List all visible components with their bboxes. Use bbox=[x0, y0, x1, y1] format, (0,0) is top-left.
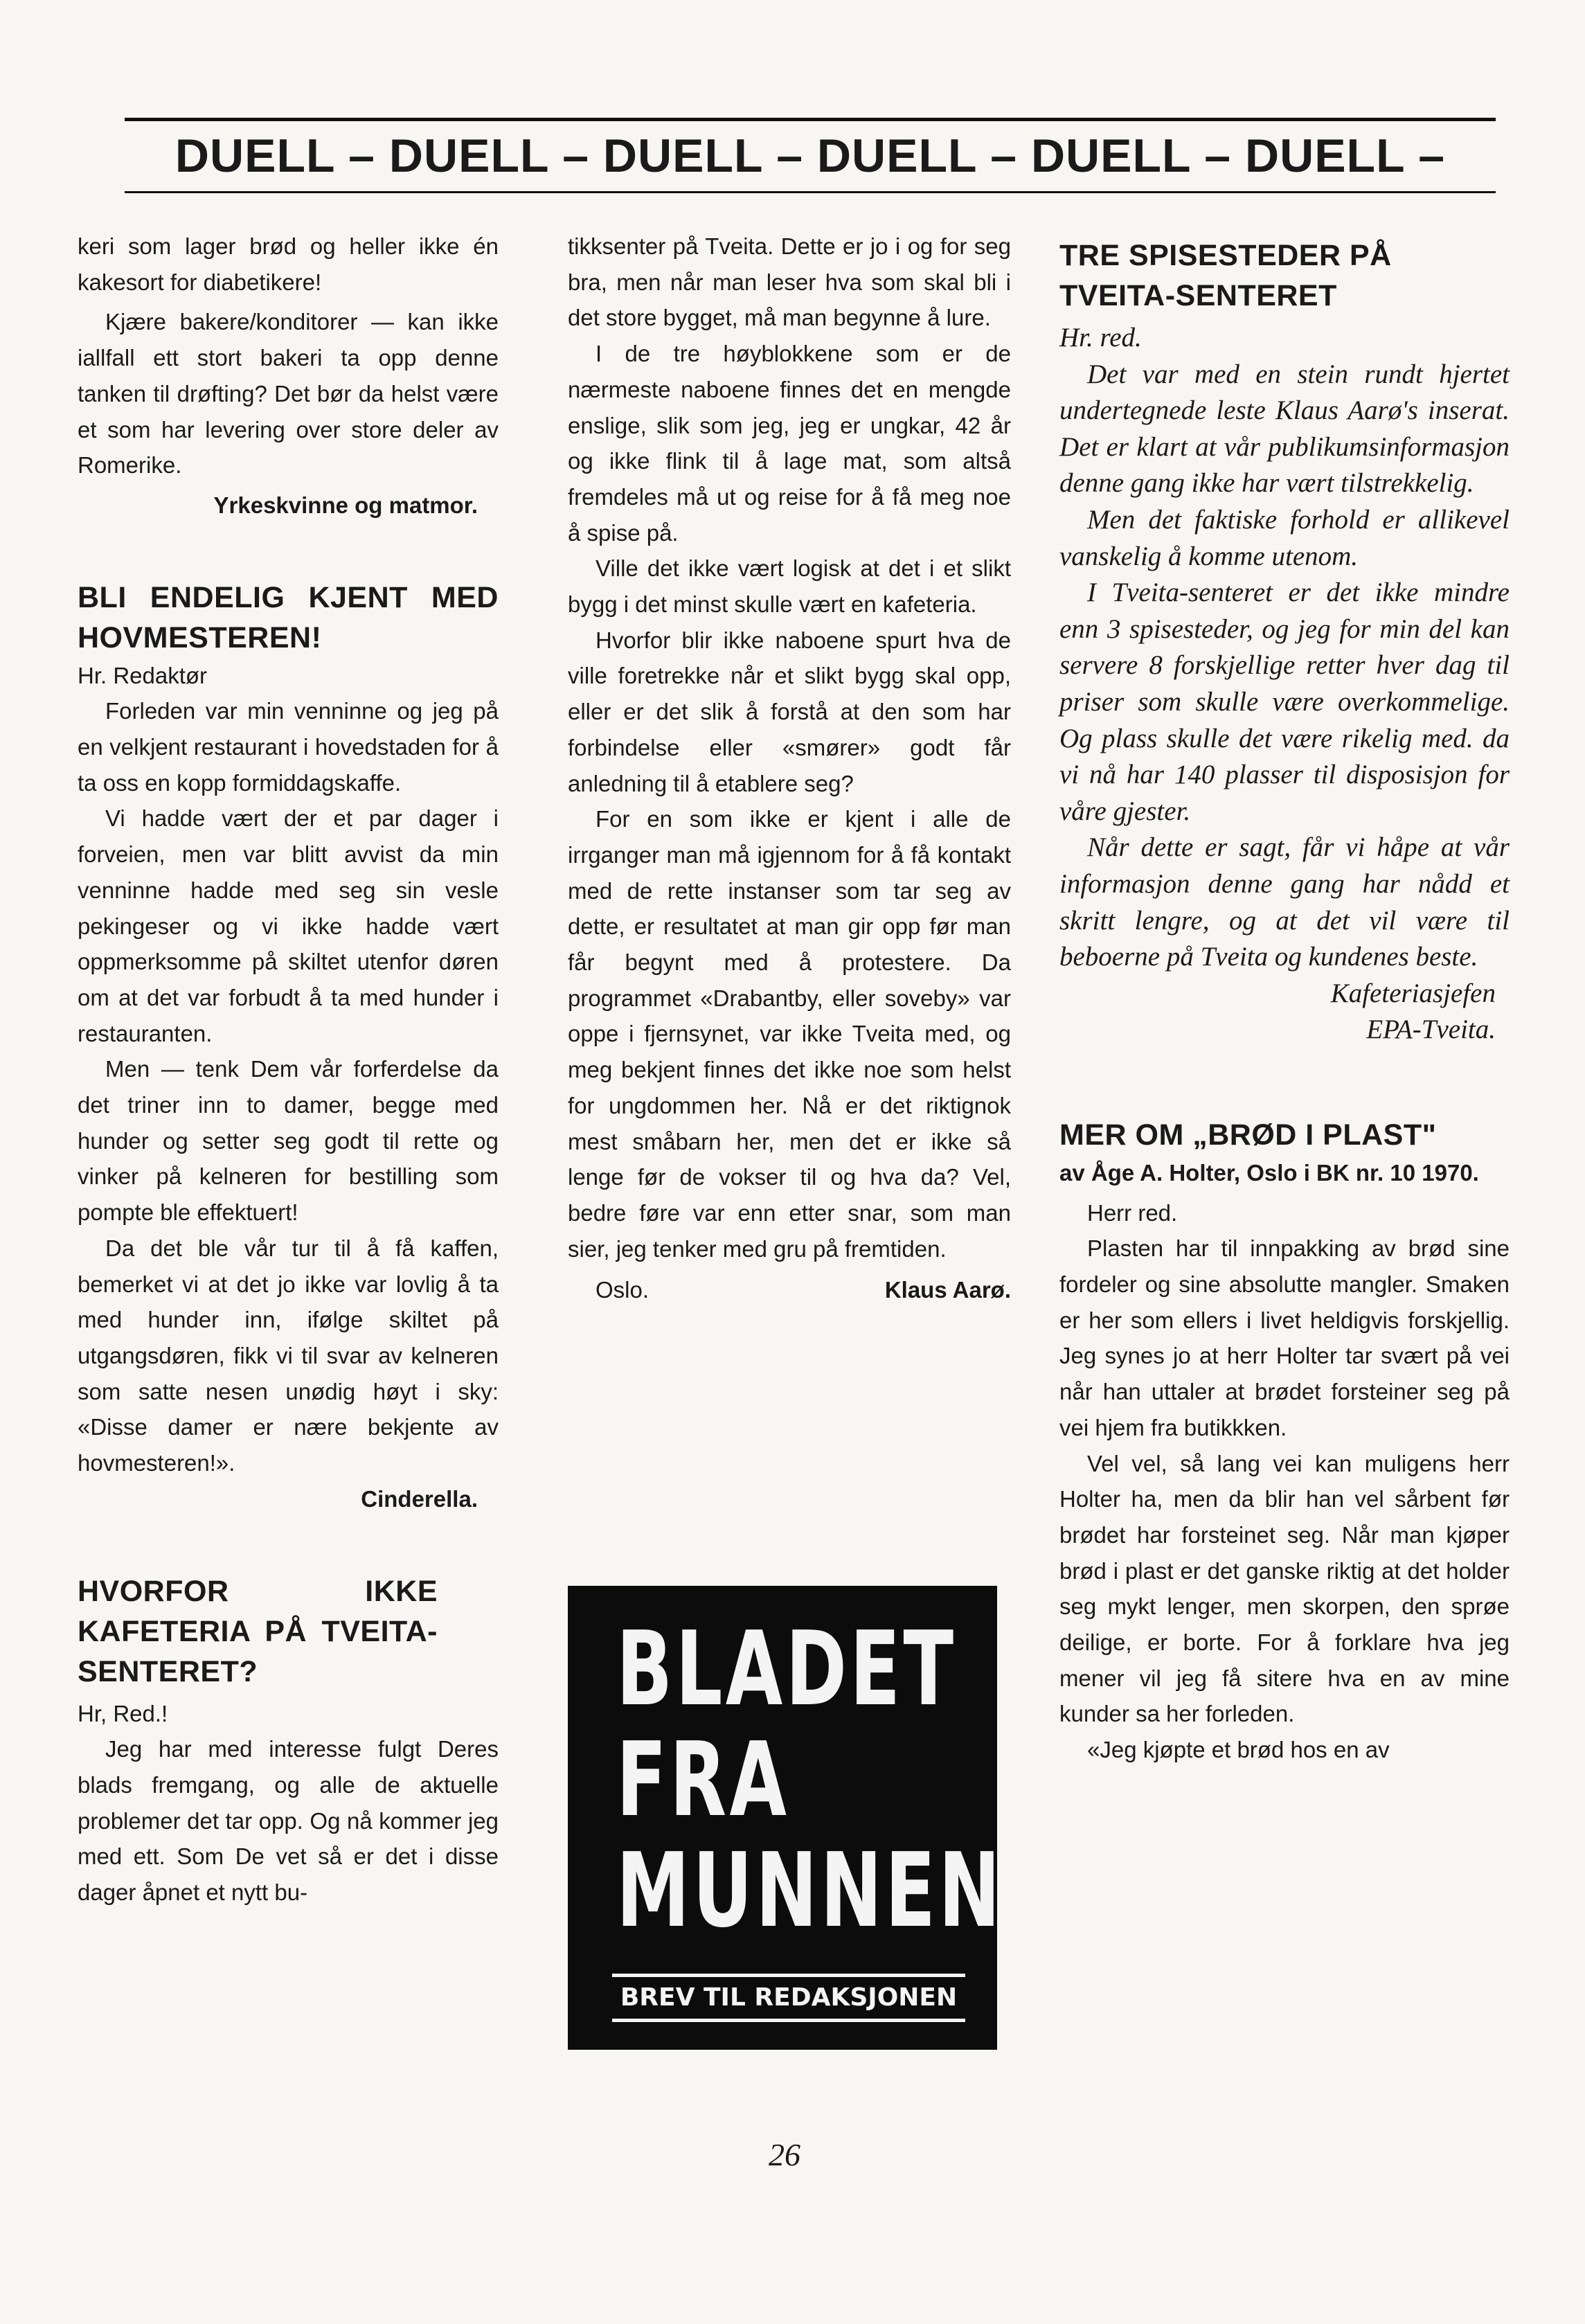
letter2-paragraph-4: Da det ble vår tur til å få kaffen, bemerket vi at det jo ikke var lovlig å ta med hunder inn, ifølge skiltet på utgangsdøren, fikk vi til svar av kelneren som satte nesen unødig høyt i sky: «Disse damer er nære bekjente av hovmesteren!». bbox=[78, 1235, 499, 1476]
letter4-paragraph-4: Når dette er sagt, får vi håpe at vår informasjon denne gang har nådd et skritt lengre, og at det vil være til beboerne på Tveita og kundenes beste. bbox=[1059, 832, 1510, 972]
letter3-signature: Klaus Aarø. bbox=[884, 1277, 1011, 1303]
headline-brod-i-plast: MER OM „BRØD I PLAST" bbox=[1059, 1118, 1437, 1152]
salutation-letter2: Hr. Redaktør bbox=[78, 662, 208, 688]
letter4-paragraph-2: Men det faktiske forhold er allikevel vanskelig å komme utenom. bbox=[1059, 504, 1510, 571]
letter5-salutation: Herr red. bbox=[1087, 1199, 1178, 1226]
salutation-letter3: Hr, Red.! bbox=[78, 1700, 168, 1726]
letter3-paragraph-1: Jeg har med interesse fulgt Deres blads fremgang, og alle de aktuelle problemer det tar opp. Og nå kommer jeg med ett. Som De vet så er det i disse dager åpnet et nytt bu- bbox=[78, 1736, 499, 1906]
letter4-paragraph-1: Det var med en stein rundt hjertet undertegnede leste Klaus Aarø's inserat. Det er klart at vår publikumsinformasjon denne gang ikke har vært tilstrekkelig. bbox=[1059, 359, 1510, 499]
letter1-signature: Yrkeskvinne og matmor. bbox=[213, 492, 478, 518]
badge-line-munnen: MUNNEN bbox=[616, 1831, 1003, 1950]
letter3-paragraph-5: Hvorfor blir ikke naboene spurt hva de ville foretrekke når et slikt bygg skal opp, eller er det slik å forstå at den som har forbindelse eller «smører» godt får anledning til å etablere seg? bbox=[568, 627, 1011, 796]
badge-subtitle: BREV TIL REDAKSJONEN bbox=[612, 1974, 965, 2022]
letter3-paragraph-3: I de tre høyblokkene som er de nærmeste naboene finnes det en mengde enslige, slik som jeg, jeg er ungkar, 42 år og ikke flink til å lage mat, som altså fremdeles må ut og reise for å få meg noe å spise på. bbox=[568, 341, 1011, 546]
letter4-salutation: Hr. red. bbox=[1059, 323, 1142, 352]
letter1-tail: keri som lager brød og heller ikke én kakesort for diabetikere! bbox=[78, 233, 499, 295]
duell-banner: DUELL – DUELL – DUELL – DUELL – DUELL – DUELL – bbox=[174, 129, 1446, 182]
letter3-place: Oslo. bbox=[596, 1277, 650, 1303]
badge-line-bladet: BLADET bbox=[616, 1609, 957, 1728]
letter2-signature: Cinderella. bbox=[361, 1485, 478, 1512]
column-middle bbox=[568, 229, 1011, 1308]
letter4-signature-1: Kafeteriasjefen bbox=[1330, 978, 1496, 1008]
letter5-byline: av Åge A. Holter, Oslo i BK nr. 10 1970. bbox=[1059, 1159, 1479, 1186]
letter4-paragraph-3: I Tveita-senteret er det ikke mindre enn 3 spisesteder, og jeg for min del kan servere 8 forskjellige retter hver dag til priser som skulle være overkommelige. Og plass skulle det være rikelig med. da vi nå har 140 plasser til disposisjon for våre gjester. bbox=[1059, 578, 1510, 826]
badge-line-fra: FRA bbox=[616, 1720, 790, 1839]
letter5-paragraph-2: Vel vel, så lang vei kan muligens herr Holter ha, men da blir han vel sårbent før brødet har forsteinet seg. Når man kjøper brød i plast er det ganske riktig at det holder seg mykt lenger, men skorpen, den sprøe deilige, er borte. For å forklare hva jeg mener vil jeg få sitere hva en av mine kunder sa her forleden. bbox=[1059, 1450, 1510, 1727]
top-rule-thick bbox=[125, 118, 1496, 121]
letter4-signature-2: EPA-Tveita. bbox=[1366, 1014, 1496, 1045]
page-number: 26 bbox=[769, 2137, 800, 2172]
letter5-paragraph-3: «Jeg kjøpte et brød hos en av bbox=[1087, 1737, 1390, 1763]
letter1-paragraph: Kjære bakere/konditorer — kan ikke iallfall ett stort bakeri ta opp denne tanken til drøfting? Det bør da helst være et som har levering over store deler av Romerike. bbox=[78, 309, 499, 479]
headline-tre-spisesteder: TRE SPISESTEDER PÅ TVEITA-SENTERET bbox=[1059, 239, 1392, 312]
letter3-paragraph-6: For en som ikke er kjent i alle de irrganger man må igjennom for å få kontakt med de rette instanser som tar seg av dette, er resultatet at man gir opp før man får begynt med å protestere. Da programmet «Drabantby, eller soveby» var oppe i fjernsynet, var ikke Tveita med, og meg bekjent finnes det ikke noe som helst for ungdommen her. Nå er det riktignok mest småbarn her, men det er ikke så lenge før de vokser til og hva da? Vel, bedre føre var enn etter snar, som man sier, jeg tenker med gru på fremtiden. bbox=[568, 806, 1011, 1262]
column-right bbox=[1059, 229, 1510, 1768]
letter3-paragraph-4: Ville det ikke vært logisk at det i et slikt bygg i det minst skulle vært en kafeteria. bbox=[568, 555, 1011, 618]
letter3-paragraph-2: tikksenter på Tveita. Dette er jo i og for seg bra, men når man leser hva som skal bli i det store bygget, må man begynne å lure. bbox=[568, 233, 1011, 331]
letter2-paragraph-3: Men — tenk Dem vår forferdelse da det triner inn to damer, begge med hunder og setter seg godt til rette og vinker på kelneren for bestilling som pompte ble effektuert! bbox=[78, 1056, 499, 1226]
letter3-signature-row bbox=[568, 1272, 1011, 1308]
top-rule-thin bbox=[125, 191, 1496, 193]
letter2-paragraph-1: Forleden var min venninne og jeg på en velkjent restaurant i hovedstaden for å ta oss en kopp formiddagskaffe. bbox=[78, 698, 499, 796]
headline-hovmesteren: BLI ENDELIG KJENT MED HOVMESTEREN! bbox=[78, 580, 499, 654]
bladet-fra-munnen-badge bbox=[568, 1586, 1003, 2050]
letter5-paragraph-1: Plasten har til innpakking av brød sine fordeler og sine absolutte mangler. Smaken er her som ellers i livet heldigvis forskjellig. Jeg synes jo at herr Holter tar svært på vei når han uttaler at brødet forsteiner seg på vei hjem fra butikkken. bbox=[1059, 1235, 1510, 1440]
column-left bbox=[78, 229, 499, 1911]
letter2-paragraph-2: Vi hadde vært der et par dager i forveien, men var blitt avvist da min venninne hadde med seg sin vesle pekingeser og vi ikke hadde vært oppmerksomme på skiltet utenfor døren om at det var forbudt å ta med hunder i restauranten. bbox=[78, 805, 499, 1046]
headline-kafeteria: HVORFOR IKKE KAFETERIA PÅ TVEITA-SENTERET? bbox=[78, 1574, 438, 1688]
